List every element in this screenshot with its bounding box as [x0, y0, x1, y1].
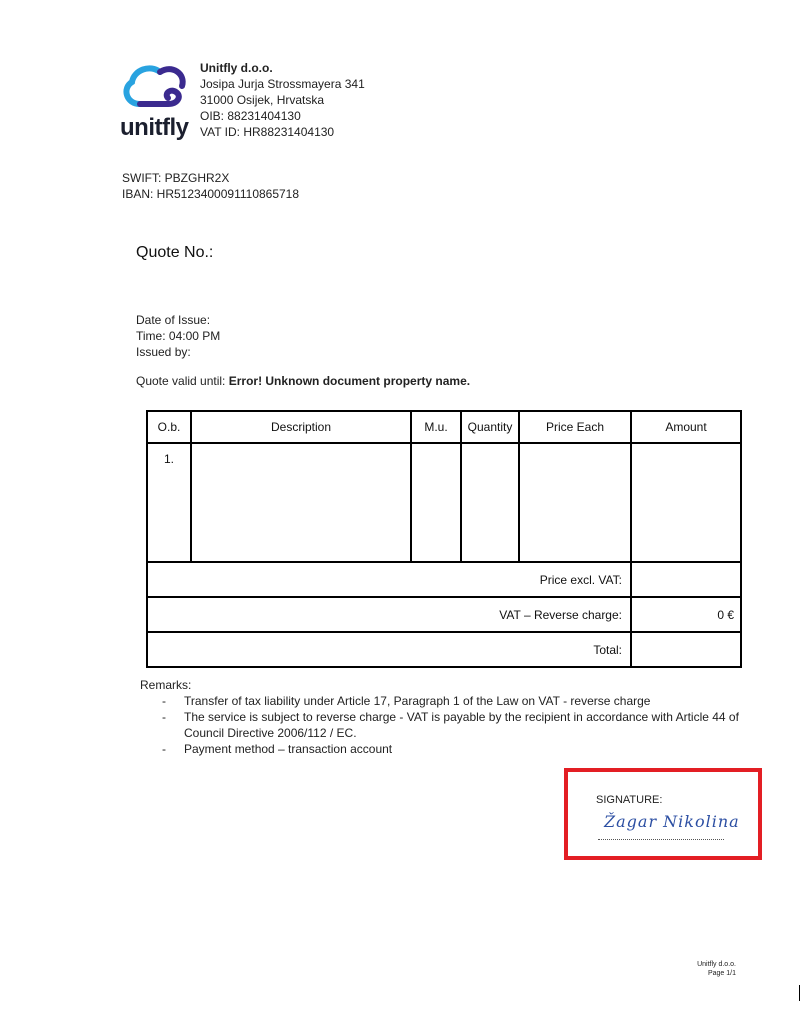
quote-validity — [136, 374, 470, 388]
cell-quantity — [461, 443, 519, 562]
company-oib: OIB: 88231404130 — [200, 109, 301, 123]
validity-value: Error! Unknown document property name. — [228, 374, 471, 388]
signature-box — [564, 768, 762, 860]
issue-time: Time: 04:00 PM — [136, 329, 221, 343]
logo-wordmark: unitfly — [120, 114, 189, 141]
signature-line — [598, 839, 724, 840]
header-ob: O.b. — [147, 411, 191, 443]
remarks-section — [140, 677, 740, 757]
issue-details — [136, 312, 220, 360]
handwritten-signature: Žagar Nikolina — [604, 812, 740, 831]
summary-row-vat — [147, 597, 741, 632]
remarks-list — [140, 693, 740, 757]
header-description: Description — [191, 411, 411, 443]
cell-price-each — [519, 443, 631, 562]
issued-by: Issued by: — [136, 345, 191, 359]
items-table — [146, 410, 742, 668]
bank-details — [122, 170, 299, 202]
signature-label: SIGNATURE: — [596, 794, 663, 806]
footer-company: Unitfly d.o.o. — [697, 961, 736, 968]
footer-page: Page 1/1 — [707, 970, 736, 977]
company-city: 31000 Osijek, Hrvatska — [200, 93, 325, 107]
cloud-logo-icon — [120, 58, 190, 114]
company-name: Unitfly d.o.o. — [200, 61, 273, 75]
page-footer — [640, 960, 736, 978]
list-item: - Transfer of tax liability under Article 17, Paragraph 1 of the Law on VAT - reverse charge — [162, 693, 740, 709]
vat-value: 0 € — [631, 597, 741, 632]
summary-row-total — [147, 632, 741, 667]
validity-label: Quote valid until: — [136, 374, 229, 388]
price-excl-vat-label: Price excl. VAT: — [147, 562, 631, 597]
header-quantity: Quantity — [461, 411, 519, 443]
list-item: - Payment method – transaction account — [162, 741, 740, 757]
price-excl-vat-value — [631, 562, 741, 597]
company-logo — [120, 58, 190, 141]
table-header-row — [147, 411, 741, 443]
issue-date: Date of Issue: — [136, 313, 211, 327]
cell-amount — [631, 443, 741, 562]
text-cursor — [799, 985, 800, 1001]
remarks-title: Remarks: — [140, 678, 192, 692]
cell-mu — [411, 443, 461, 562]
summary-row-price-excl-vat — [147, 562, 741, 597]
company-vat: VAT ID: HR88231404130 — [200, 125, 335, 139]
quote-title: Quote No.: — [136, 244, 214, 261]
swift-code: SWIFT: PBZGHR2X — [122, 171, 230, 185]
cell-ob: 1. — [147, 443, 191, 562]
iban: IBAN: HR5123400091110865718 — [122, 187, 300, 201]
cell-description — [191, 443, 411, 562]
total-label: Total: — [147, 632, 631, 667]
list-item: - The service is subject to reverse charge - VAT is payable by the recipient in accordance with Article 44 of Council Directive 2006/112 / EC. — [162, 709, 740, 741]
table-row — [147, 443, 741, 562]
total-value — [631, 632, 741, 667]
company-street: Josipa Jurja Strossmayera 341 — [200, 77, 365, 91]
header-price-each: Price Each — [519, 411, 631, 443]
header-mu: M.u. — [411, 411, 461, 443]
company-info — [200, 60, 365, 140]
header-amount: Amount — [631, 411, 741, 443]
vat-label: VAT – Reverse charge: — [147, 597, 631, 632]
